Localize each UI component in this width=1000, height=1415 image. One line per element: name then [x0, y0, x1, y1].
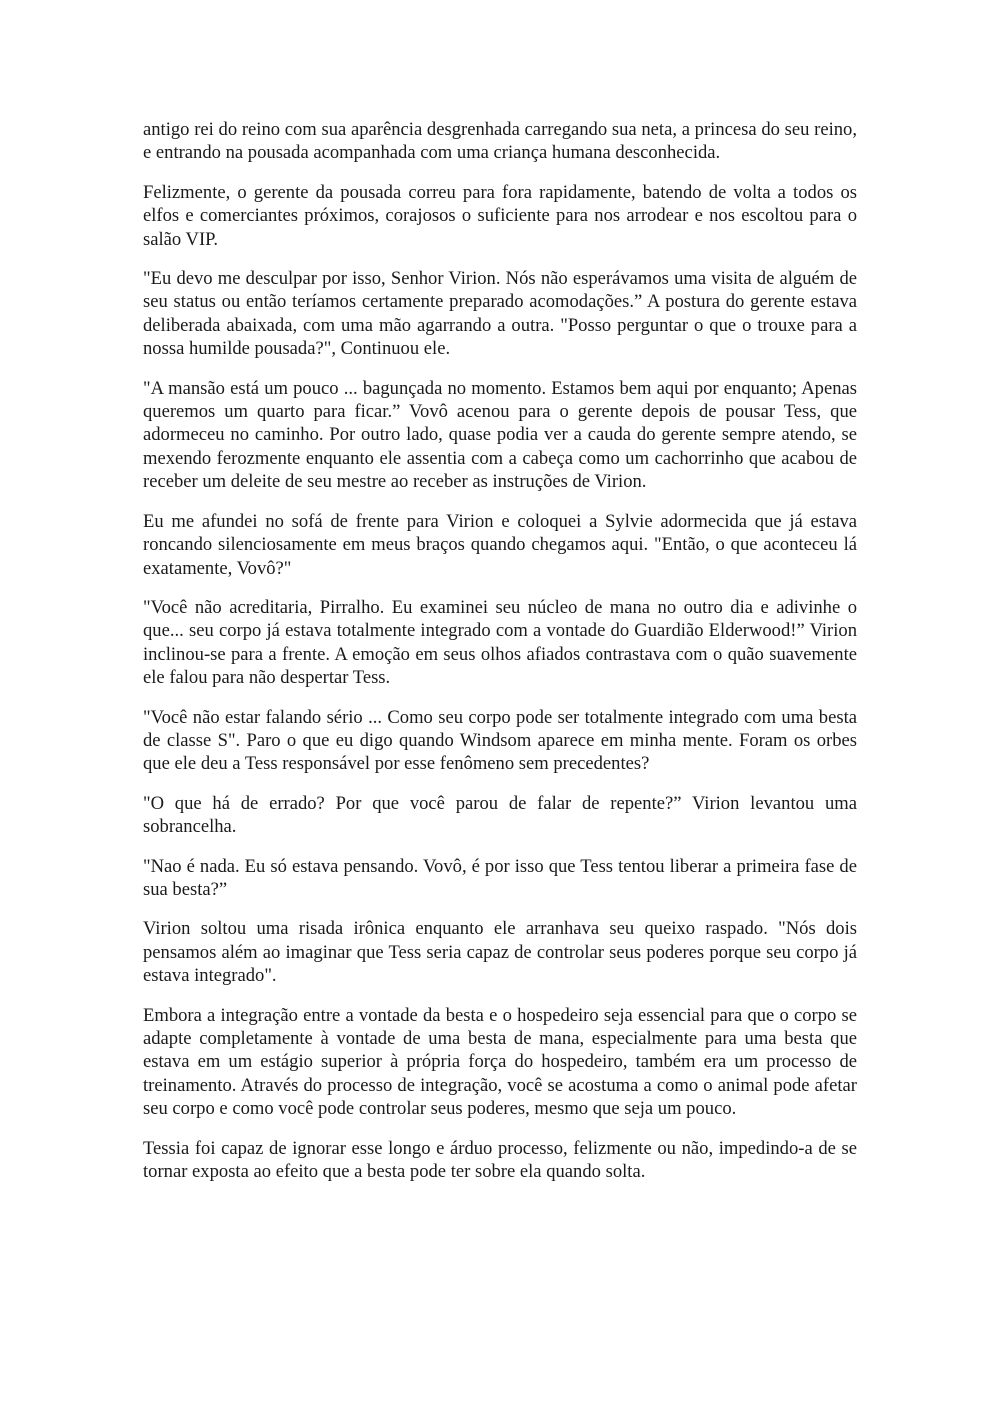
paragraph-8: "O que há de errado? Por que você parou de falar de repente?” Virion levantou uma sobrancelha.	[143, 792, 857, 838]
paragraph-7: "Você não estar falando sério ... Como seu corpo pode ser totalmente integrado com uma besta de classe S". Paro o que eu digo quando Windsom aparece em minha mente. Foram os orbes que ele deu a Tess responsável por esse fenômeno sem precedentes?	[143, 706, 857, 775]
paragraph-4: "A mansão está um pouco ... bagunçada no momento. Estamos bem aqui por enquanto; Apenas queremos um quarto para ficar.” Vovô acenou para o gerente depois de pousar Tess, que adormeceu no caminho. Por outro lado, quase podia ver a cauda do gerente sempre atendo, se mexendo ferozmente enquanto ele assentia com a cabeça como um cachorrinho que acabou de receber um deleite de seu mestre ao receber as instruções de Virion.	[143, 377, 857, 493]
paragraph-11: Embora a integração entre a vontade da besta e o hospedeiro seja essencial para que o corpo se adapte completamente à vontade de uma besta de mana, especialmente para uma besta que estava em um estágio superior à própria força do hospedeiro, também era um processo de treinamento. Através do processo de integração, você se acostuma a como o animal pode afetar seu corpo e como você pode controlar seus poderes, mesmo que seja um pouco.	[143, 1004, 857, 1120]
document-page	[143, 118, 857, 1199]
paragraph-12: Tessia foi capaz de ignorar esse longo e árduo processo, felizmente ou não, impedindo-a de se tornar exposta ao efeito que a besta pode ter sobre ela quando solta.	[143, 1137, 857, 1183]
paragraph-6: "Você não acreditaria, Pirralho. Eu examinei seu núcleo de mana no outro dia e adivinhe o que... seu corpo já estava totalmente integrado com a vontade do Guardião Elderwood!” Virion inclinou-se para a frente. A emoção em seus olhos afiados contrastava com o quão suavemente ele falou para não despertar Tess.	[143, 596, 857, 689]
paragraph-10: Virion soltou uma risada irônica enquanto ele arranhava seu queixo raspado. "Nós dois pensamos além ao imaginar que Tess seria capaz de controlar seus poderes porque seu corpo já estava integrado".	[143, 918, 857, 987]
paragraph-2: Felizmente, o gerente da pousada correu para fora rapidamente, batendo de volta a todos os elfos e comerciantes próximos, corajosos o suficiente para nos arrodear e nos escoltou para o salão VIP.	[143, 181, 857, 250]
paragraph-3: "Eu devo me desculpar por isso, Senhor Virion. Nós não esperávamos uma visita de alguém de seu status ou então teríamos certamente preparado acomodações.” A postura do gerente estava deliberada abaixada, com uma mão agarrando a outra. "Posso perguntar o que o trouxe para a nossa humilde pousada?", Continuou ele.	[143, 268, 857, 360]
paragraph-9: "Nao é nada. Eu só estava pensando. Vovô, é por isso que Tess tentou liberar a primeira fase de sua besta?”	[143, 855, 857, 900]
paragraph-5: Eu me afundei no sofá de frente para Virion e coloquei a Sylvie adormecida que já estava roncando silenciosamente em meus braços quando chegamos aqui. "Então, o que aconteceu lá exatamente, Vovô?"	[143, 510, 857, 579]
paragraph-1: antigo rei do reino com sua aparência desgrenhada carregando sua neta, a princesa do seu reino, e entrando na pousada acompanhada com uma criança humana desconhecida.	[143, 119, 857, 164]
